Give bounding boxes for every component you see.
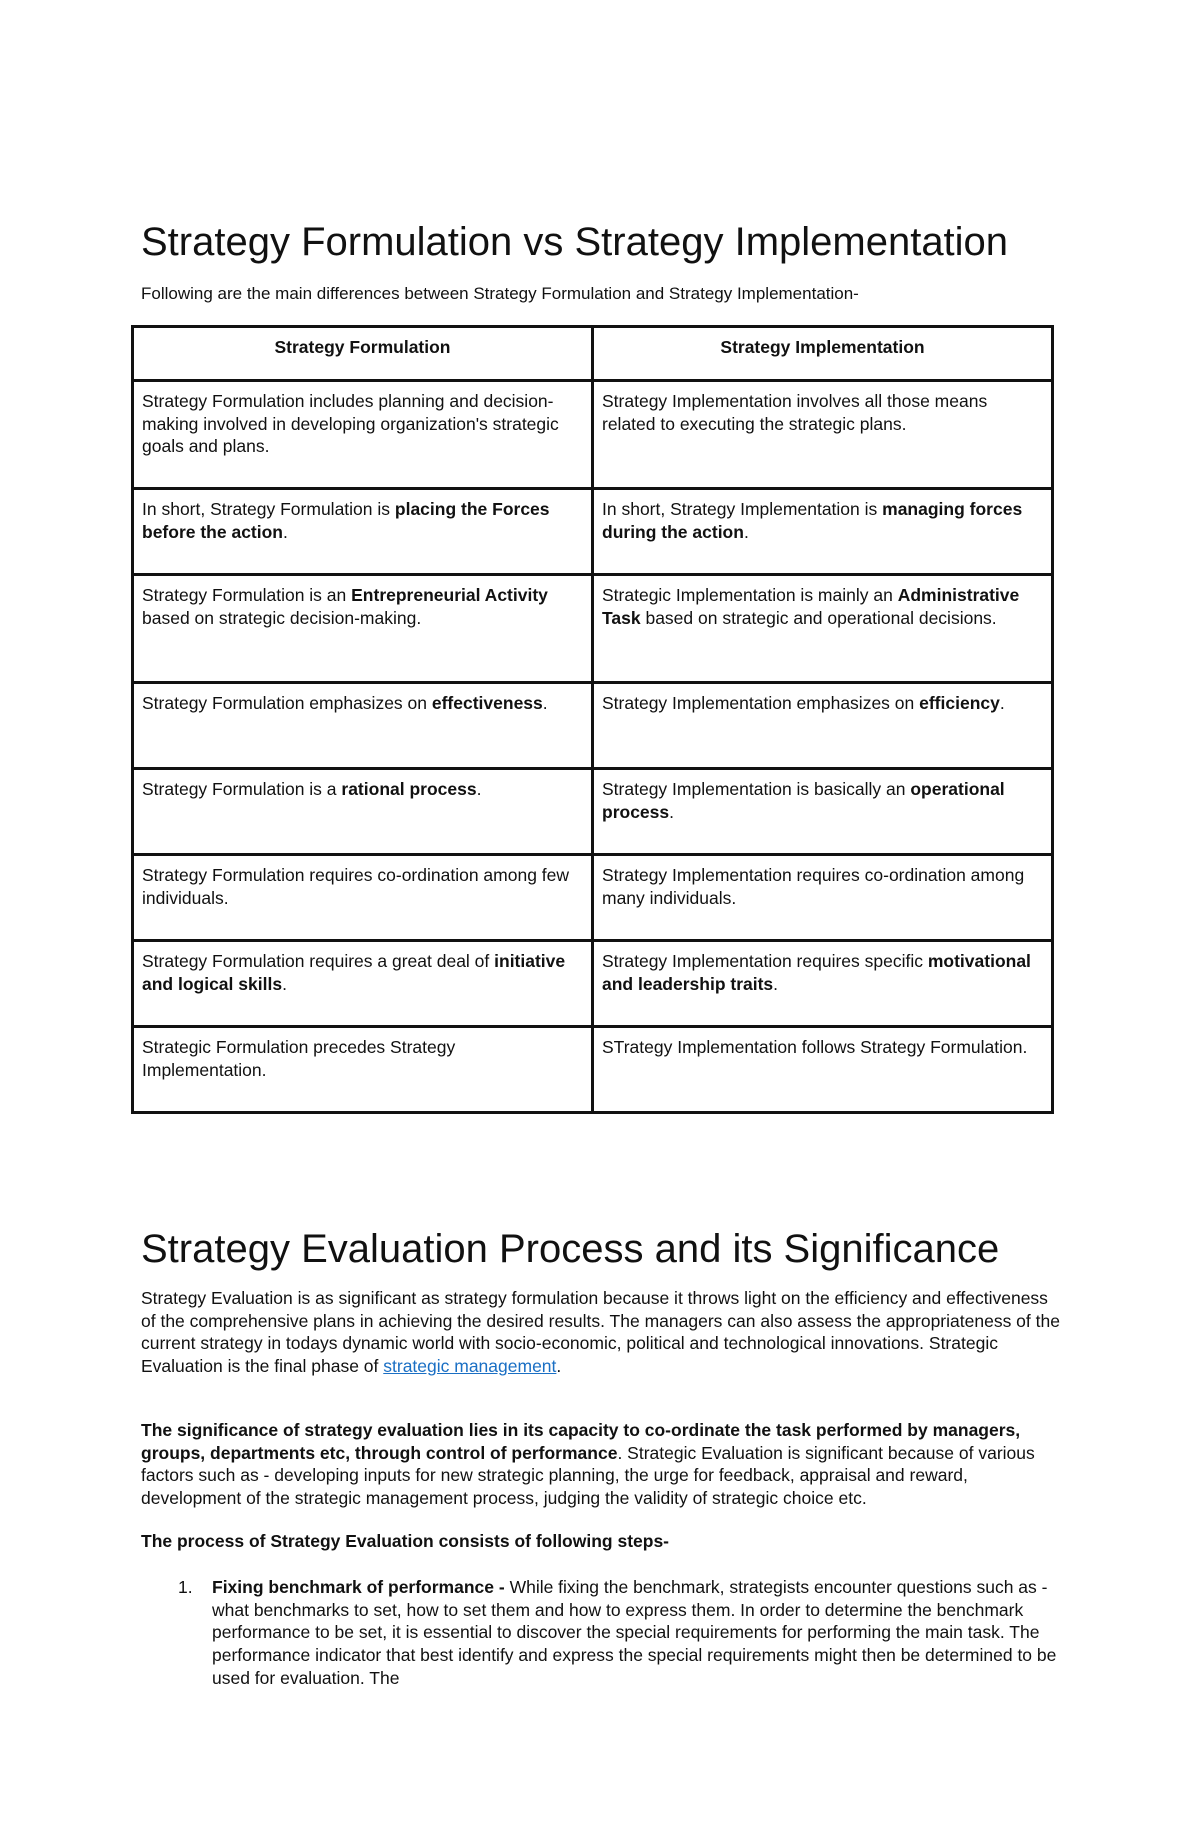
- section-title-formulation-vs-implementation: Strategy Formulation vs Strategy Implementation: [141, 220, 1009, 264]
- cell-bold-text: efficiency: [919, 693, 1000, 713]
- cell-implementation: [593, 855, 1053, 941]
- cell-text: Strategy Formulation is an: [142, 585, 352, 605]
- cell-text: Strategy Formulation includes planning and decision-making involved in developing organization's strategic goals and plans.: [142, 391, 559, 456]
- table-row: [133, 769, 1053, 855]
- table-row: [133, 489, 1053, 575]
- list-number: 1.: [178, 1577, 193, 1597]
- cell-text: Strategic Formulation precedes Strategy Implementation.: [142, 1037, 456, 1080]
- cell-formulation: [133, 381, 593, 489]
- cell-bold-text: operational process: [602, 779, 1005, 822]
- cell-text: Strategy Formulation emphasizes on: [142, 693, 432, 713]
- cell-text-end: .: [476, 779, 482, 799]
- cell-text-end: based on strategic decision-making.: [142, 607, 422, 628]
- cell-text-end: .: [542, 693, 548, 713]
- cell-text: Strategy Implementation involves all those means related to executing the strategic plans.: [602, 391, 988, 434]
- list-item: [178, 1576, 1061, 1690]
- evaluation-steps-list: [141, 1576, 1061, 1690]
- cell-implementation: [593, 941, 1053, 1027]
- cell-bold-text: initiative and logical skills: [142, 951, 566, 994]
- paragraph-end: .: [556, 1356, 562, 1377]
- paragraph-text: Strategy Evaluation is as significant as strategy formulation because it throws light on the efficiency and effectiveness of the comprehensive plans in achieving the desired results. The managers can also assess the appropriateness of the current strategy in todays dynamic world with socio-economic, political and technological innovations. Strategic Evaluation is the final phase of: [141, 1288, 1060, 1377]
- cell-text-end: .: [773, 973, 779, 994]
- cell-formulation: [133, 575, 593, 683]
- cell-bold-text: motivational and leadership traits: [602, 951, 1031, 994]
- cell-text: In short, Strategy Formulation is: [142, 499, 395, 519]
- cell-implementation: [593, 381, 1053, 489]
- intro-text: Following are the main differences between Strategy Formulation and Strategy Implementation-: [141, 284, 859, 303]
- cell-text-end: based on strategic and operational decisions.: [640, 607, 997, 628]
- section-title-evaluation: Strategy Evaluation Process and its Significance: [141, 1227, 1000, 1271]
- cell-formulation: [133, 941, 593, 1027]
- cell-formulation: [133, 683, 593, 769]
- cell-implementation: [593, 769, 1053, 855]
- table-row: [133, 855, 1053, 941]
- cell-bold-text: rational process: [341, 779, 477, 799]
- cell-bold-text: Entrepreneurial Activity: [351, 585, 548, 605]
- table-row: [133, 575, 1053, 683]
- cell-text-end: .: [743, 521, 749, 542]
- cell-text-end: .: [282, 973, 287, 994]
- strategic-management-link[interactable]: strategic management: [383, 1356, 557, 1377]
- paragraph-evaluation-intro: [141, 1287, 1066, 1378]
- table-row: [133, 683, 1053, 769]
- column-header-implementation: Strategy Implementation: [593, 327, 1053, 381]
- paragraph-significance: [141, 1419, 1066, 1510]
- step-title: Fixing benchmark of performance -: [212, 1577, 505, 1597]
- cell-formulation: [133, 855, 593, 941]
- cell-implementation: [593, 489, 1053, 575]
- cell-implementation: [593, 1027, 1053, 1113]
- table-row: [133, 381, 1053, 489]
- cell-text: STrategy Implementation follows Strategy Formulation.: [602, 1037, 1028, 1057]
- cell-text-end: .: [669, 801, 674, 822]
- paragraph-process-heading: The process of Strategy Evaluation consists of following steps-: [141, 1531, 670, 1551]
- column-header-formulation: Strategy Formulation: [133, 327, 593, 381]
- cell-text: Strategy Implementation requires co-ordination among many individuals.: [602, 865, 1025, 908]
- cell-implementation: [593, 683, 1053, 769]
- table-row: [133, 1027, 1053, 1113]
- cell-text-end: .: [283, 521, 288, 542]
- cell-bold-text: effectiveness: [431, 693, 543, 713]
- cell-text: Strategy Formulation requires co-ordination among few individuals.: [142, 865, 570, 908]
- cell-formulation: [133, 769, 593, 855]
- cell-text: Strategy Formulation requires a great deal of: [142, 951, 495, 971]
- table-header-row: [133, 327, 1053, 381]
- paragraph-text: . Strategic Evaluation is significant because of various factors such as - developing inputs for new strategic planning, the urge for feedback, appraisal and reward, development of the strategic management process, judging the validity of strategic choice etc.: [141, 1442, 1035, 1509]
- step-text: While fixing the benchmark, strategists encounter questions such as - what benchmarks to set, how to set them and how to express them. In order to determine the benchmark performance to be set, it is essential to discover the special requirements for performing the main task. The performance indicator that best identify and express the special requirements might then be determined to be used for evaluation. The: [212, 1577, 1057, 1688]
- cell-text: Strategy Formulation is a: [142, 779, 342, 799]
- paragraph-bold-lead: The significance of strategy evaluation lies in its capacity to co-ordinate the task performed by managers, groups, departments etc, through control of performance: [141, 1420, 1021, 1463]
- cell-text: Strategy Implementation emphasizes on: [602, 693, 920, 713]
- cell-text: Strategy Implementation is basically an: [602, 779, 911, 799]
- comparison-table: [131, 325, 1054, 1114]
- cell-bold-text: Administrative Task: [602, 585, 1020, 628]
- cell-bold-text: placing the Forces before the action: [142, 499, 550, 542]
- cell-text: Strategic Implementation is mainly an: [602, 585, 898, 605]
- table-row: [133, 941, 1053, 1027]
- cell-formulation: [133, 1027, 593, 1113]
- cell-text-end: .: [999, 693, 1005, 713]
- cell-formulation: [133, 489, 593, 575]
- cell-text: In short, Strategy Implementation is: [602, 499, 883, 519]
- cell-implementation: [593, 575, 1053, 683]
- cell-text: Strategy Implementation requires specific: [602, 951, 928, 971]
- cell-bold-text: managing forces during the action: [602, 499, 1023, 542]
